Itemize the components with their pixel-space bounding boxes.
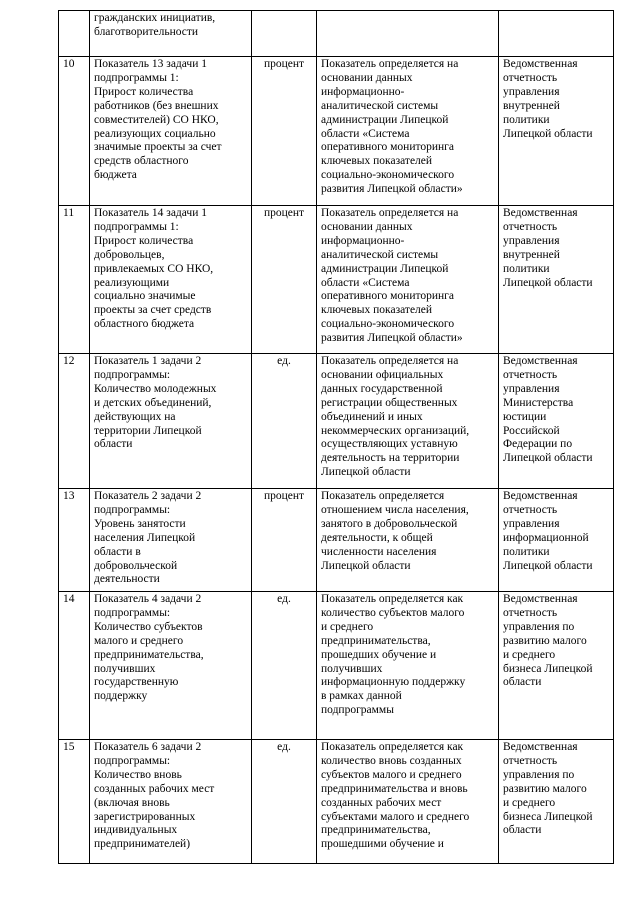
unit: процент bbox=[252, 57, 317, 206]
unit: ед. bbox=[252, 592, 317, 740]
table-row bbox=[59, 489, 614, 592]
data-source: Ведомственная отчетность управления по развитию малого и среднего бизнеса Липецкой области bbox=[499, 740, 614, 864]
data-source: Ведомственная отчетность управления информационной политики Липецкой области bbox=[499, 489, 614, 592]
row-number: 11 bbox=[59, 206, 90, 354]
calculation-method: Показатель определяется отношением числа населения, занятого в добровольческой деятельности, к общей численности населения Липецкой области bbox=[317, 489, 499, 592]
indicators-table bbox=[58, 10, 614, 864]
calculation-method: Показатель определяется на основании официальных данных государственной регистрации общественных объединений и иных некоммерческих организаций, осуществляющих уставную деятельность на территории Липецкой области bbox=[317, 354, 499, 489]
table-row bbox=[59, 11, 614, 57]
table-row bbox=[59, 592, 614, 740]
table-row bbox=[59, 206, 614, 354]
data-source: Ведомственная отчетность управления Министерства юстиции Российской Федерации по Липецкой области bbox=[499, 354, 614, 489]
unit: ед. bbox=[252, 740, 317, 864]
calculation-method: Показатель определяется как количество субъектов малого и среднего предпринимательства, прошедших обучение и получивших информационную поддержку в рамках данной подпрограммы bbox=[317, 592, 499, 740]
unit bbox=[252, 11, 317, 57]
row-number: 15 bbox=[59, 740, 90, 864]
indicator-name: Показатель 2 задачи 2 подпрограммы: Уровень занятости населения Липецкой области в добровольческой деятельности bbox=[90, 489, 252, 592]
calculation-method: Показатель определяется как количество вновь созданных субъектов малого и среднего предпринимательства и вновь созданных рабочих мест субъектами малого и среднего предпринимательства, прошедшими обучение и bbox=[317, 740, 499, 864]
row-number: 14 bbox=[59, 592, 90, 740]
indicator-name: гражданских инициатив, благотворительности bbox=[90, 11, 252, 57]
indicator-name: Показатель 6 задачи 2 подпрограммы: Количество вновь созданных рабочих мест (включая вновь зарегистрированных индивидуальных предпринимателей) bbox=[90, 740, 252, 864]
row-number bbox=[59, 11, 90, 57]
table-row bbox=[59, 354, 614, 489]
indicator-name: Показатель 1 задачи 2 подпрограммы: Количество молодежных и детских объединений, действующих на территории Липецкой области bbox=[90, 354, 252, 489]
unit: процент bbox=[252, 206, 317, 354]
document-page bbox=[58, 10, 613, 864]
unit: ед. bbox=[252, 354, 317, 489]
calculation-method bbox=[317, 11, 499, 57]
data-source: Ведомственная отчетность управления внутренней политики Липецкой области bbox=[499, 206, 614, 354]
calculation-method: Показатель определяется на основании данных информационно- аналитической системы администрации Липецкой области «Система оперативного мониторинга ключевых показателей социально-экономического развития Липецкой области» bbox=[317, 206, 499, 354]
data-source: Ведомственная отчетность управления по развитию малого и среднего бизнеса Липецкой области bbox=[499, 592, 614, 740]
row-number: 10 bbox=[59, 57, 90, 206]
row-number: 13 bbox=[59, 489, 90, 592]
indicator-name: Показатель 14 задачи 1 подпрограммы 1: Прирост количества добровольцев, привлекаемых СО НКО, реализующими социально значимые проекты за счет средств областного бюджета bbox=[90, 206, 252, 354]
indicator-name: Показатель 4 задачи 2 подпрограммы: Количество субъектов малого и среднего предпринимательства, получивших государственную поддержку bbox=[90, 592, 252, 740]
row-number: 12 bbox=[59, 354, 90, 489]
data-source bbox=[499, 11, 614, 57]
indicator-name: Показатель 13 задачи 1 подпрограммы 1: Прирост количества работников (без внешних совместителей) СО НКО, реализующих социально значимые проекты за счет средств областного бюджета bbox=[90, 57, 252, 206]
data-source: Ведомственная отчетность управления внутренней политики Липецкой области bbox=[499, 57, 614, 206]
unit: процент bbox=[252, 489, 317, 592]
table-row bbox=[59, 57, 614, 206]
calculation-method: Показатель определяется на основании данных информационно- аналитической системы администрации Липецкой области «Система оперативного мониторинга ключевых показателей социально-экономического развития Липецкой области» bbox=[317, 57, 499, 206]
table-row bbox=[59, 740, 614, 864]
